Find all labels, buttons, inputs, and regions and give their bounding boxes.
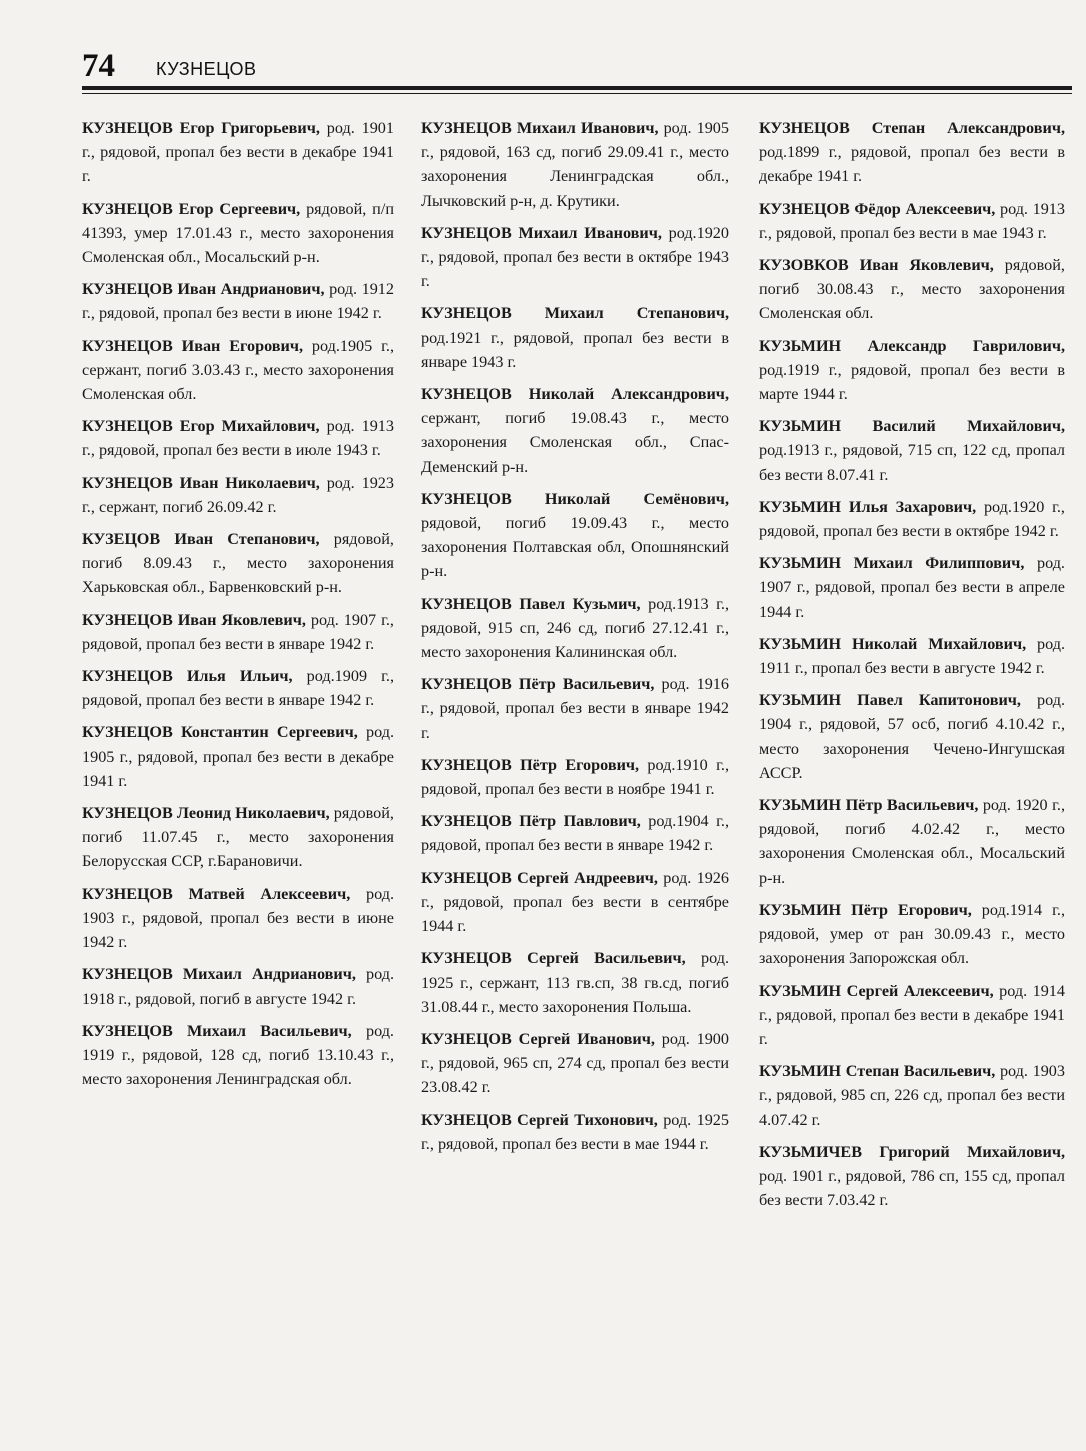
entry [82, 882, 394, 955]
entry-text: род.1919 г., рядовой, пропал без вести в марте 1944 г. [759, 360, 1065, 404]
entry [82, 334, 394, 407]
entry [759, 495, 1065, 543]
entry [759, 197, 1065, 245]
entry-text: род. 1926 г., рядовой, пропал без вести в сентябре 1944 г. [421, 868, 729, 936]
entry [759, 414, 1065, 487]
entry-name: КУЗНЕЦОВ Сергей Тихонович, [421, 1110, 658, 1129]
entry-text: рядовой, погиб 11.07.45 г., место захоронения Белорусская ССР, г.Барановичи. [82, 804, 394, 871]
entry-text: род.1905 г., сержант, погиб 3.03.43 г., место захоронения Смоленская обл. [82, 336, 394, 404]
entry-text: род.1910 г., рядовой, пропал без вести в ноябре 1941 г. [421, 755, 729, 799]
entry-text: род. 1925 г., сержант, 113 гв.сп, 38 гв.сд, погиб 31.08.44 г., место захоронения Польша. [421, 949, 729, 1016]
entry-text: род. 1919 г., рядовой, 128 сд, погиб 13.10.43 г., место захоронения Ленинградская обл. [82, 1021, 394, 1089]
entry-text: род. 1903 г., рядовой, 985 сп, 226 сд, пропал без вести 4.07.42 г. [759, 1062, 1065, 1129]
entry [82, 962, 394, 1010]
page-header [82, 44, 1072, 84]
column-1 [82, 116, 394, 1099]
entry-name: КУЗНЕЦОВ Егор Сергеевич, [82, 199, 301, 218]
entry-name: КУЗЬМИН Михаил Филиппович, [759, 554, 1025, 573]
entry [421, 592, 729, 665]
entry-text: род.1914 г., рядовой, умер от ран 30.09.43 г., место захоронения Запорожская обл. [759, 900, 1065, 968]
entry-text: род. 1911 г., пропал без вести в августе 1942 г. [759, 634, 1065, 678]
header-rule-thick [82, 86, 1072, 90]
entry-text: род. 1904 г., рядовой, 57 осб, погиб 4.10.42 г., место захоронения Чечено-Ингушская АССР. [759, 691, 1065, 782]
header-rule-thin [82, 93, 1072, 94]
entry-text: род. 1901 г., рядовой, 786 сп, 155 сд, пропал без вести 7.03.42 г. [759, 1166, 1065, 1210]
entry [421, 866, 729, 939]
entry-name: КУЗНЕЦОВ Иван Яковлевич, [82, 610, 306, 629]
entry-text: род. 1905 г., рядовой, 163 сд, погиб 29.09.41 г., место захоронения Ленинградская обл., Лычковский р-н, д. Крутики. [421, 119, 729, 210]
entry-text: род. 1905 г., рядовой, пропал без вести в декабре 1941 г. [82, 723, 394, 790]
entry-text: род.1913 г., рядовой, 715 сп, 122 сд, пропал без вести 8.07.41 г. [759, 441, 1065, 484]
entry [421, 487, 729, 584]
entry [82, 527, 394, 600]
entry-name: КУЗНЕЦОВ Михаил Андрианович, [82, 965, 356, 984]
entry-name: КУЗНЕЦОВ Степан Александрович, [759, 119, 1065, 137]
entry [759, 979, 1065, 1052]
entry [421, 672, 729, 745]
entry-text: род.1909 г., рядовой, пропал без вести в январе 1942 г. [82, 667, 394, 710]
entry [82, 720, 394, 793]
entry-name: КУЗЬМИН Пётр Егорович, [759, 900, 972, 919]
entry-text: род.1920 г., рядовой, пропал без вести в октябре 1942 г. [759, 497, 1065, 541]
entry-name: КУЗНЕЦОВ Константин Сергеевич, [82, 723, 358, 742]
entry-text: род. 1916 г., рядовой, пропал без вести в январе 1942 г. [421, 675, 729, 742]
entry [421, 1027, 729, 1100]
entry-name: КУЗНЕЦОВ Николай Александрович, [421, 385, 729, 404]
entry-text: род. 1923 г., сержант, погиб 26.09.42 г. [82, 473, 394, 516]
entry [82, 471, 394, 519]
entry [759, 551, 1065, 624]
entry-name: КУЗНЕЦОВ Михаил Степанович, [421, 304, 729, 323]
entry-name: КУЗНЕЦОВ Михаил Васильевич, [82, 1021, 352, 1040]
entry [421, 809, 729, 857]
entry [759, 253, 1065, 326]
entry-text: род. 1901 г., рядовой, пропал без вести в декабре 1941 г. [82, 119, 394, 186]
entry-name: КУЗНЕЦОВ Николай Семёнович, [421, 489, 729, 508]
entry-name: КУЗНЕЦОВ Пётр Васильевич, [421, 675, 655, 694]
entry-text: сержант, погиб 19.08.43 г., место захоронения Смоленская обл., Спас-Деменский р-н. [421, 409, 729, 476]
entry-name: КУЗЬМИН Николай Михайлович, [759, 634, 1027, 653]
entry-text: рядовой, погиб 8.09.43 г., место захоронения Харьковская обл., Барвенковский р-н. [82, 530, 394, 597]
entry-text: род. 1913 г., рядовой, пропал без вести в июле 1943 г. [82, 417, 394, 460]
entry [759, 898, 1065, 971]
entry-name: КУЗНЕЦОВ Сергей Иванович, [421, 1029, 655, 1048]
entry [421, 116, 729, 213]
entry-text: род. 1900 г., рядовой, 965 сп, 274 сд, пропал без вести 23.08.42 г. [421, 1029, 729, 1097]
entry-name: КУЗЬМИН Василий Михайлович, [759, 417, 1065, 436]
entry-name: КУЗНЕЦОВ Иван Егорович, [82, 336, 304, 355]
entry [421, 946, 729, 1019]
entry-text: рядовой, п/п 41393, умер 17.01.43 г., место захоронения Смоленская обл., Мосальский р-н. [82, 199, 394, 267]
entry-text: род. 1907 г., рядовой, пропал без вести в январе 1942 г. [82, 610, 394, 653]
entry-name: КУЗНЕЦОВ Егор Михайлович, [82, 417, 320, 436]
entry-name: КУЗНЕЦОВ Матвей Алексеевич, [82, 884, 351, 903]
column-2 [421, 116, 729, 1164]
entry-text: род.1899 г., рядовой, пропал без вести в декабре 1941 г. [759, 143, 1065, 186]
entry-text: род.1921 г., рядовой, пропал без вести в январе 1943 г. [421, 328, 729, 371]
entry-name: КУЗЬМИН Сергей Алексеевич, [759, 981, 994, 1000]
entry-name: КУЗНЕЦОВ Илья Ильич, [82, 667, 293, 686]
entry [759, 793, 1065, 890]
entry-text: рядовой, погиб 30.08.43 г., место захоронения Смоленская обл. [759, 256, 1065, 323]
entry-name: КУЗЕЦОВ Иван Степанович, [82, 530, 320, 549]
entry [82, 1019, 394, 1092]
entry [82, 116, 394, 189]
entry-text: род. 1907 г., рядовой, пропал без вести в апреле 1944 г. [759, 554, 1065, 621]
entry-name: КУЗЬМИН Александр Гаврилович, [759, 336, 1065, 355]
entry-name: КУЗОВКОВ Иван Яковлевич, [759, 256, 994, 275]
entry-text: род. 1925 г., рядовой, пропал без вести в мае 1944 г. [421, 1110, 729, 1153]
entry-text: род.1913 г., рядовой, 915 сп, 246 сд, погиб 27.12.41 г., место захоронения Калининская обл. [421, 594, 729, 662]
entry [82, 608, 394, 656]
entry [421, 382, 729, 479]
entry-name: КУЗНЕЦОВ Егор Григорьевич, [82, 119, 320, 137]
column-3 [759, 116, 1065, 1220]
entry [759, 632, 1065, 680]
entry-name: КУЗЬМИН Илья Захарович, [759, 497, 977, 516]
entry-name: КУЗНЕЦОВ Пётр Егорович, [421, 755, 640, 774]
entry-text: рядовой, погиб 19.09.43 г., место захоронения Полтавская обл, Опошнянский р-н. [421, 514, 729, 581]
entry-text: род.1920 г., рядовой, пропал без вести в октябре 1943 г. [421, 223, 729, 291]
entry [82, 414, 394, 462]
entry [82, 197, 394, 270]
entry [82, 664, 394, 712]
entry [421, 301, 729, 374]
entry-name: КУЗНЕЦОВ Сергей Андреевич, [421, 868, 658, 887]
entry-text: род.1904 г., рядовой, пропал без вести в январе 1942 г. [421, 812, 729, 855]
entry [759, 1059, 1065, 1132]
entry [421, 221, 729, 294]
entry-name: КУЗНЕЦОВ Пётр Павлович, [421, 812, 641, 831]
entry-name: КУЗНЕЦОВ Михаил Иванович, [421, 119, 659, 137]
entry [82, 801, 394, 874]
entry-name: КУЗНЕЦОВ Сергей Васильевич, [421, 949, 686, 968]
running-title: КУЗНЕЦОВ [156, 59, 257, 79]
entry-text: род. 1918 г., рядовой, погиб в августе 1942 г. [82, 965, 394, 1008]
entry [421, 753, 729, 801]
entry-name: КУЗНЕЦОВ Иван Андрианович, [82, 280, 325, 299]
entry-name: КУЗНЕЦОВ Иван Николаевич, [82, 473, 320, 492]
entry-text: род. 1920 г., рядовой, погиб 4.02.42 г., место захоронения Смоленская обл., Мосальский р-н. [759, 796, 1065, 887]
entry-name: КУЗЬМИЧЕВ Григорий Михайлович, [759, 1142, 1065, 1161]
entry [759, 688, 1065, 785]
entry-name: КУЗНЕЦОВ Леонид Николаевич, [82, 804, 330, 823]
entry [759, 334, 1065, 407]
entry-name: КУЗЬМИН Степан Васильевич, [759, 1062, 996, 1081]
entry [421, 1108, 729, 1156]
entry [759, 116, 1065, 189]
entry-name: КУЗЬМИН Павел Капитонович, [759, 691, 1021, 710]
entry-text: род. 1903 г., рядовой, пропал без вести в июне 1942 г. [82, 884, 394, 952]
entry-text: род. 1914 г., рядовой, пропал без вести в декабре 1941 г. [759, 981, 1065, 1048]
page-number: 74 [82, 48, 115, 84]
entry-text: род. 1912 г., рядовой, пропал без вести в июне 1942 г. [82, 280, 394, 323]
entry-name: КУЗНЕЦОВ Михаил Иванович, [421, 223, 662, 242]
entry [82, 277, 394, 325]
entry [759, 1140, 1065, 1213]
entry-name: КУЗНЕЦОВ Фёдор Алексеевич, [759, 199, 996, 218]
entry-name: КУЗЬМИН Пётр Васильевич, [759, 796, 979, 815]
entry-name: КУЗНЕЦОВ Павел Кузьмич, [421, 594, 641, 613]
entry-text: род. 1913 г., рядовой, пропал без вести в мае 1943 г. [759, 199, 1065, 242]
